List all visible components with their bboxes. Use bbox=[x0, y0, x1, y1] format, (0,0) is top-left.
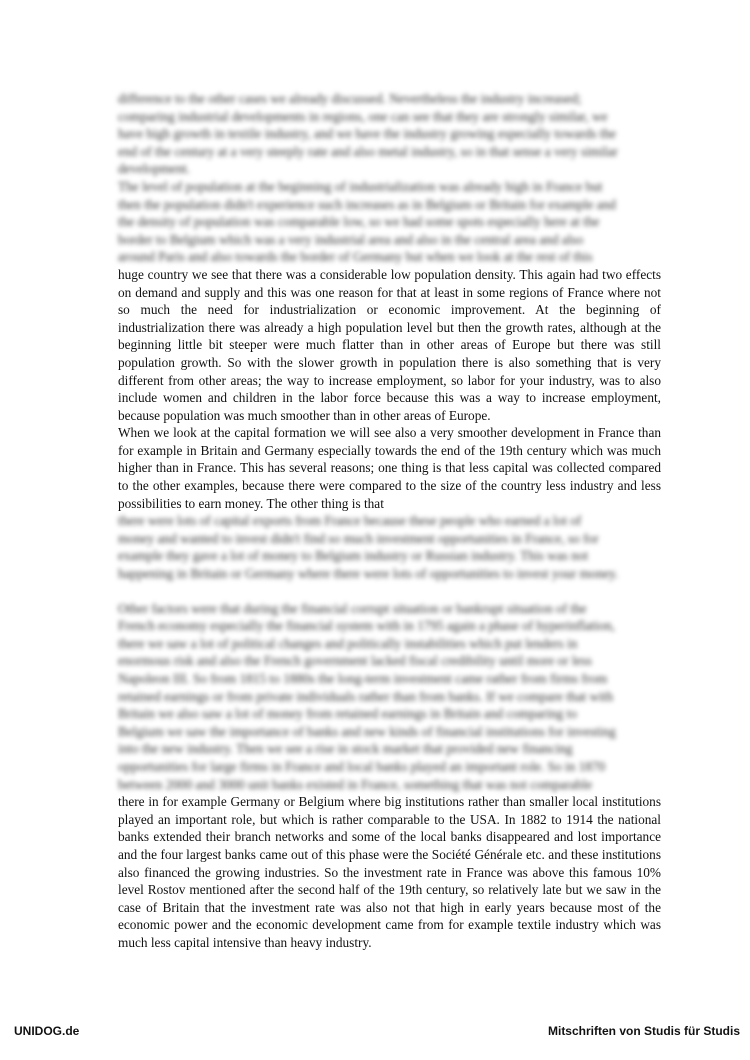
text-line: Other factors were that during the financial corrupt situation or bankrupt situation of the bbox=[118, 600, 587, 616]
text-line: there were lots of capital exports from France because these people who earned a lot of bbox=[118, 513, 582, 529]
text-line: money and wanted to invest didn't find so much investment opportunities in France, so for bbox=[118, 530, 599, 546]
text-line: Britain we also saw a lot of money from retained earnings in Britain and comparing to bbox=[118, 706, 577, 722]
text-line: difference to the other cases we already discussed. Nevertheless the industry increased; bbox=[118, 91, 582, 106]
text-line: between 2000 and 3000 unit banks existed in France, something that was not comparable bbox=[118, 776, 593, 792]
text-line: have high growth in textile industry, and we have the industry growing especially towards the bbox=[118, 126, 617, 142]
capital-formation-paragraph: When we look at the capital formation we will see also a very smoother development in France than for example in Britain and Germany especially towards the end of the 19th century which was much higher than in France. This has several reasons; one thing is that less capital was collected compared to the other examples, because there were compared to the size of the country less industry and less possibilities to earn money. The other thing is that bbox=[118, 425, 661, 511]
text-line: retained earnings or from private individuals rather than from banks. If we compare that with bbox=[118, 688, 614, 704]
text-line: The level of population at the beginning of industrialization was already high in France but bbox=[118, 178, 603, 194]
text-line: end of the century at a very steeply rate and also metal industry, so in that sense a very similar bbox=[118, 143, 618, 159]
blurred-preview-middle bbox=[118, 512, 661, 582]
text-line: then the population didn't experience such increases as in Belgium or Britain for example and bbox=[118, 196, 616, 212]
text-line: around Paris and also towards the border of Germany but when we look at the rest of this bbox=[118, 249, 593, 265]
text-line: the density of population was comparable low, so we had some spots especially here at the bbox=[118, 214, 600, 230]
text-line: border to Belgium which was a very industrial area and also in the central area and also bbox=[118, 231, 584, 247]
text-line: development. bbox=[118, 161, 191, 177]
text-line: opportunities for large firms in France and local banks played an important role. So in 1870 bbox=[118, 758, 606, 774]
population-paragraph: huge country we see that there was a considerable low population density. This again had two effects on demand and supply and this was one reason for that at least in some regions of France where not so much the need for industrialization or economic improvement. At the beginning of industrialization there was already a high population level but then the growth rates, although at the beginning little bit steeper were much flatter than in other areas of Europe but there was still population growth. So with the slower growth in population there is also something that is very different from other areas; the way to increase employment, so labor for your industry, was to also include women and children in the labor force because this was a way to increase employment, because population was much smoother than in other areas of Europe. bbox=[118, 266, 661, 423]
text-line: Napoleon III. So from 1815 to 1880s the long-term investment came rather from firms from bbox=[118, 671, 608, 686]
site-logo-text[interactable]: UNIDOG.de bbox=[14, 1024, 80, 1038]
text-line: there we saw a lot of political changes and politically instabilities which put lenders in bbox=[118, 635, 578, 651]
text-line: into the new industry. Then we see a rise in stock market that provided new financing bbox=[118, 741, 573, 757]
text-line: enormous risk and also the French government lacked fiscal credibility until more or less bbox=[118, 653, 592, 669]
blurred-preview-top bbox=[118, 90, 661, 266]
blurred-preview-lower bbox=[118, 600, 661, 794]
footer-tagline: Mitschriften von Studis für Studis bbox=[547, 1024, 740, 1038]
text-line: Belgium we saw the importance of banks and new kinds of financial institutions for investing bbox=[118, 723, 616, 739]
document-body bbox=[118, 90, 661, 952]
text-line: comparing industrial developments in regions, one can see that they are strongly similar, we bbox=[118, 108, 608, 124]
text-line: happening in Britain or Germany where there were lots of opportunities to invest your money. bbox=[118, 566, 619, 582]
banks-paragraph: there in for example Germany or Belgium where big institutions rather than smaller local institutions played an important role, but which is rather comparable to the USA. In 1882 to 1914 the national banks extended their branch networks and some of the local banks disappeared and lost importance and the four largest banks came out of this phase were the Société Générale etc. and these institutions also financed the growing industries. So the investment rate in France was above this famous 10% level Rostov mentioned after the second half of the 19th century, so relatively late but we saw in the case of Britain that the investment rate was also not that high in early years because most of the economic power and the economic development came from for example textile industry which was much less capital intensive than heavy industry. bbox=[118, 794, 661, 950]
paragraph-gap bbox=[118, 583, 661, 600]
page-footer bbox=[14, 1024, 740, 1040]
text-line: French economy especially the financial system with in 1795 again a phase of hyperinflation, bbox=[118, 618, 616, 634]
text-line: example they gave a lot of money to Belgium industry or Russian industry. This was not bbox=[118, 548, 589, 564]
